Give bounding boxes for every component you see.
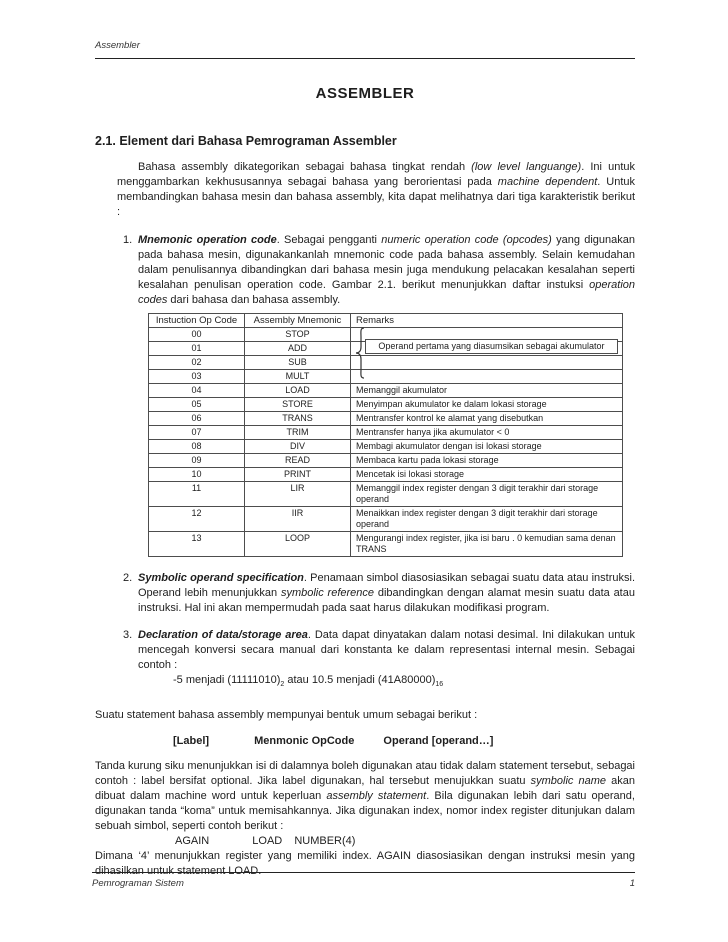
mnemonic-cell: SUB <box>245 356 351 370</box>
format-operand: Operand [operand…] <box>383 735 494 748</box>
format-opcode: Menmonic OpCode <box>254 735 355 748</box>
remarks-cell: Memanggil akumulator <box>351 384 623 398</box>
example-binary: -5 menjadi (11111010) <box>173 674 281 686</box>
running-header-title: Assembler <box>95 40 140 51</box>
list-number: 3. <box>123 629 133 641</box>
assembly-example-line <box>95 834 635 849</box>
table-row <box>149 440 623 454</box>
mnemonic-cell: TRANS <box>245 412 351 426</box>
closing-text: Tanda kurung siku menunjukkan isi di dalamnya boleh digunakan atau tidak dalam statement tersebut, sebagai contoh : label bersifat optional. Jika label digunakan, hal tersebut menujukkan suatu <box>95 760 635 788</box>
remarks-cell: Memanggil index register dengan 3 digit terakhir dari storage operand <box>351 482 623 507</box>
op-code-cell: 11 <box>149 482 245 507</box>
mnemonic-cell: PRINT <box>245 468 351 482</box>
item3-text: . Data dapat dinyatakan dalam notasi desimal. Ini dilakukan untuk mencegah konversi secara manual dari konstanta ke dalam representasi internal mesin. Sebagai contoh : <box>138 629 635 671</box>
header-opcode: Instuction Op Code <box>149 314 245 328</box>
table-row <box>149 507 623 532</box>
list-item-1-body <box>138 233 635 308</box>
brace-annotation-box: Operand pertama yang diasumsikan sebagai akumulator <box>365 339 618 354</box>
op-code-cell: 12 <box>149 507 245 532</box>
op-code-cell: 13 <box>149 532 245 557</box>
remarks-cell: Menyimpan akumulator ke dalam lokasi storage <box>351 398 623 412</box>
op-code-cell: 08 <box>149 440 245 454</box>
statement-intro-paragraph: Suatu statement bahasa assembly mempunyai bentuk umum sebagai berikut : <box>95 709 478 722</box>
running-header <box>95 40 635 59</box>
item1-text: . Sebagai pengganti <box>276 234 382 246</box>
mnemonic-cell: READ <box>245 454 351 468</box>
format-label: [Label] <box>173 735 210 748</box>
remarks-cell <box>351 356 623 370</box>
list-item-3 <box>95 628 635 692</box>
mnemonic-cell: TRIM <box>245 426 351 440</box>
remarks-cell: Mengurangi index register, jika isi baru . 0 kemudian sama denan TRANS <box>351 532 623 557</box>
example-operand-number: NUMBER(4) <box>294 835 356 848</box>
table-row <box>149 412 623 426</box>
op-code-cell: 06 <box>149 412 245 426</box>
intro-text: . Untuk membandingkan bahasa mesin dan bahasa assembly, kita dapat melihatnya dari tiga karakteristik berikut : <box>117 176 635 218</box>
op-code-cell: 00 <box>149 328 245 342</box>
example-base-2: 2 <box>280 681 285 689</box>
list-item-2 <box>95 571 635 616</box>
table-row <box>149 398 623 412</box>
op-code-cell: 01 <box>149 342 245 356</box>
list-item-1 <box>95 233 635 308</box>
footer-page-number: 1 <box>629 878 635 889</box>
mnemonic-cell: LIR <box>245 482 351 507</box>
closing-paragraph <box>95 759 635 834</box>
opcode-table-figure <box>148 313 622 557</box>
mnemonic-cell: STOP <box>245 328 351 342</box>
remarks-cell: Mencetak isi lokasi storage <box>351 468 623 482</box>
table-header-row <box>149 314 623 328</box>
header-mnemonic: Assembly Mnemonic <box>245 314 351 328</box>
final-paragraph: Dimana ‘4’ menunjukkan register yang memiliki index. AGAIN diasosiasikan dengan instruksi mesin yang dihasilkan untuk statement LOAD. <box>95 850 635 878</box>
list-item-3-body <box>138 628 635 692</box>
closing-text: akan dibuat dalam machine word untuk keperluan <box>95 775 635 803</box>
intro-paragraph <box>117 160 635 220</box>
intro-text: Bahasa assembly dikategorikan sebagai bahasa tingkat rendah <box>138 161 472 173</box>
table-row <box>149 384 623 398</box>
example-opcode-load: LOAD <box>252 835 283 848</box>
example-hex: atau 10.5 menjadi (41A80000) <box>284 674 436 686</box>
page-title: ASSEMBLER <box>315 85 415 102</box>
footer-book-title: Pemrograman Sistem <box>92 878 184 889</box>
table-row <box>149 482 623 507</box>
mnemonic-cell: IIR <box>245 507 351 532</box>
item2-term: Symbolic operand specification <box>138 572 304 584</box>
item1-text: dari bahasa dan bahasa assembly. <box>167 294 341 306</box>
table-row <box>149 426 623 440</box>
mnemonic-cell: LOAD <box>245 384 351 398</box>
page-content <box>95 0 635 879</box>
example-label-again: AGAIN <box>175 835 210 848</box>
op-code-cell: 09 <box>149 454 245 468</box>
mnemonic-cell: STORE <box>245 398 351 412</box>
op-code-cell: 05 <box>149 398 245 412</box>
table-row <box>149 532 623 557</box>
list-number: 1. <box>123 234 133 246</box>
closing-italic-symbolic-name: symbolic name <box>530 775 607 788</box>
mnemonic-cell: ADD <box>245 342 351 356</box>
item1-text: yang digunakan pada bahasa mesin, digunakankanlah mnemonic code pada bahasa assembly. Selain kemudahan dalam penulisannya dibandingkan dari bahasa mesin juga mendukung pelacakan kesalahan seperti kesalahan penulisan operation code. Gambar 2.1. berikut menunjukkan daftar instuksi <box>138 234 635 291</box>
op-code-cell: 10 <box>149 468 245 482</box>
remarks-cell: Mentransfer kontrol ke alamat yang disebutkan <box>351 412 623 426</box>
conversion-example <box>138 673 635 692</box>
intro-text: . Ini untuk menggambarkan kekhususannya sebagai bahasa yang berorientasi pada <box>117 161 635 188</box>
item3-term: Declaration of data/storage area <box>138 629 308 641</box>
intro-italic-machine-dependent: machine dependent <box>497 176 598 188</box>
item1-term: Mnemonic operation code <box>138 234 277 246</box>
op-code-cell: 02 <box>149 356 245 370</box>
remarks-cell: Membagi akumulator dengan isi lokasi storage <box>351 440 623 454</box>
remarks-cell: Menaikkan index register dengan 3 digit terakhir dari storage operand <box>351 507 623 532</box>
op-code-cell: 03 <box>149 370 245 384</box>
table-row <box>149 370 623 384</box>
intro-italic-low-level: (low level languange) <box>471 161 582 173</box>
mnemonic-cell: DIV <box>245 440 351 454</box>
op-code-cell: 07 <box>149 426 245 440</box>
closing-italic-assembly-statement: assembly statement <box>326 790 427 803</box>
op-code-cell: 04 <box>149 384 245 398</box>
header-remarks: Remarks <box>351 314 623 328</box>
remarks-cell: Membaca kartu pada lokasi storage <box>351 454 623 468</box>
table-row <box>149 356 623 370</box>
closing-text: . Bila digunakan lebih dari satu operand, digunakan tanda “koma” untuk memisahkannya. Jika digunakan index, nomor index register ditunjukan dalam sebuah simbol, seperti contoh berikut : <box>95 790 635 833</box>
item1-italic: numeric operation code (opcodes) <box>381 234 552 246</box>
list-number: 2. <box>123 572 133 584</box>
table-row <box>149 454 623 468</box>
remarks-cell: Mentransfer hanya jika akumulator < 0 <box>351 426 623 440</box>
section-heading: 2.1. Element dari Bahasa Pemrograman Assembler <box>95 134 397 148</box>
mnemonic-cell: LOOP <box>245 532 351 557</box>
statement-format-line <box>95 735 635 747</box>
example-base-16: 16 <box>435 681 444 689</box>
remarks-cell <box>351 370 623 384</box>
item1-italic: operation codes <box>138 279 635 306</box>
item2-text: . Penamaan simbol diasosiasikan sebagai suatu data atau instruksi. Operand lebih menunjukkan <box>138 572 635 599</box>
list-item-2-body <box>138 571 635 616</box>
item2-italic: symbolic reference <box>280 587 375 599</box>
page-footer <box>92 872 635 889</box>
item2-text: dibandingkan dengan alamat mesin suatu data atau instruksi. Hal ini akan mempermudah pada saat harus dilakukan modifikasi program. <box>138 587 635 614</box>
mnemonic-cell: MULT <box>245 370 351 384</box>
table-row <box>149 468 623 482</box>
